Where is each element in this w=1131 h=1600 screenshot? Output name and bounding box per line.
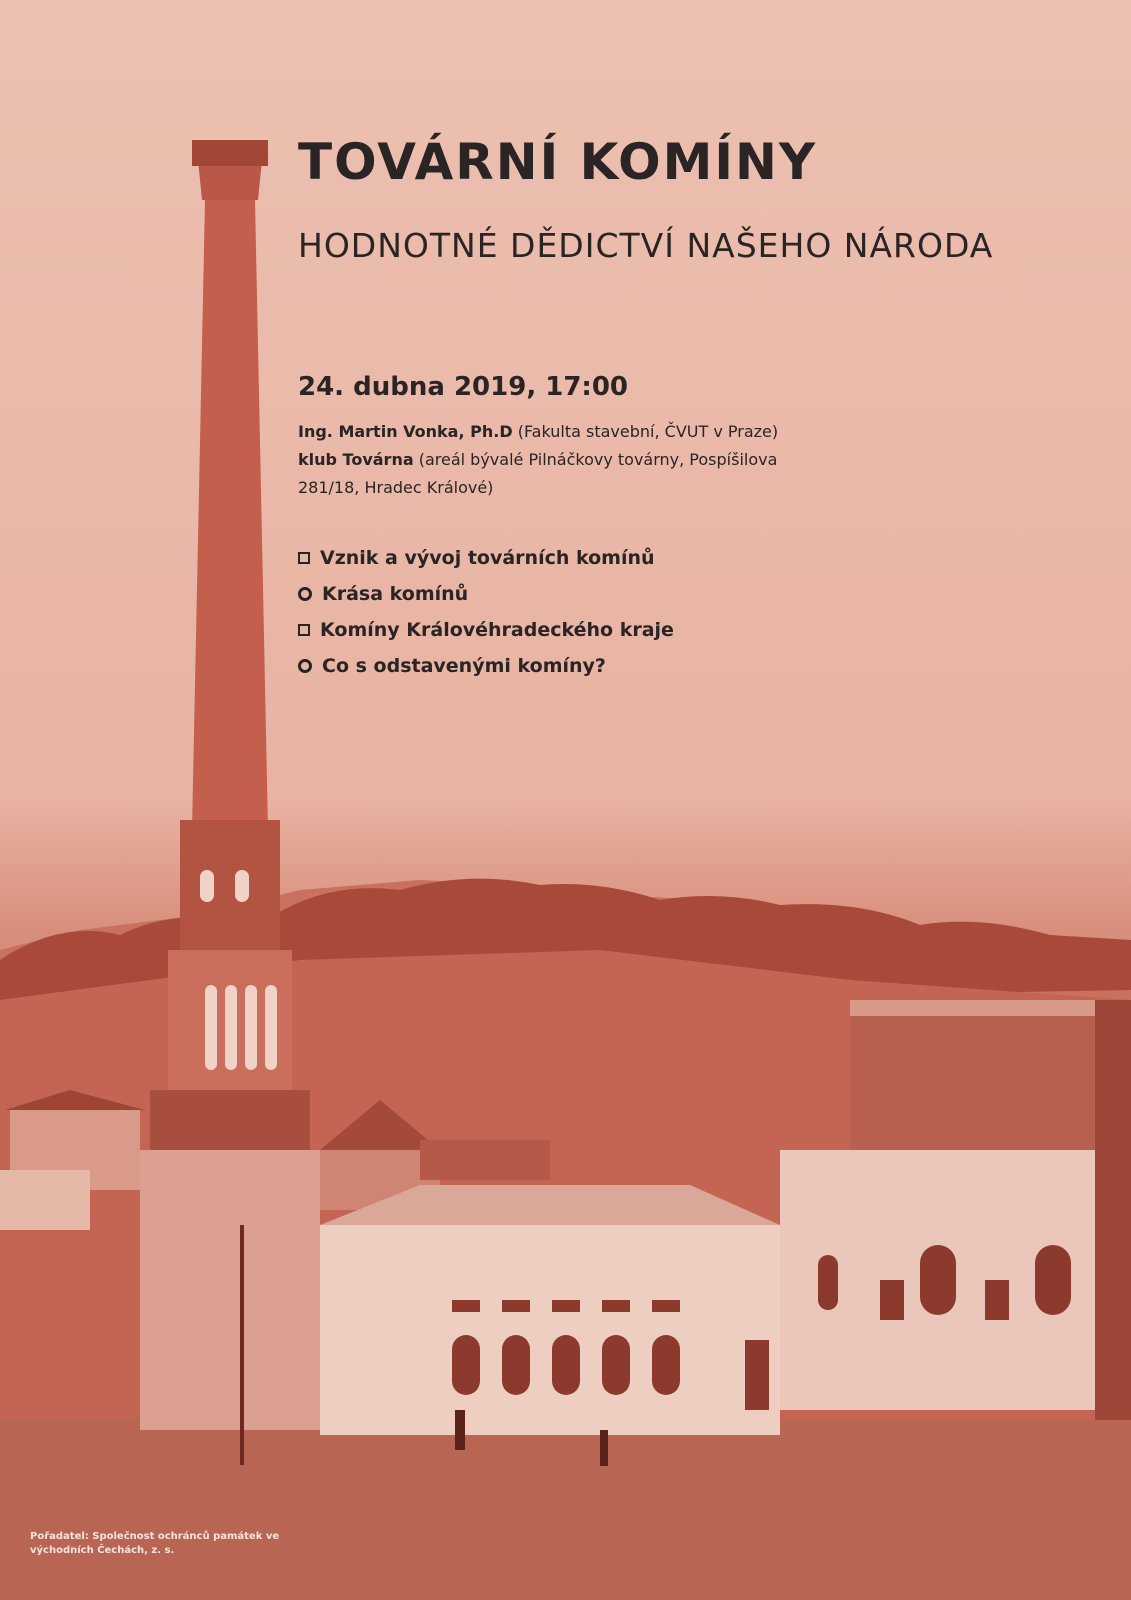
list-item <box>298 648 674 684</box>
poster-title: TOVÁRNÍ KOMÍNY <box>298 133 818 191</box>
hall <box>320 1225 780 1435</box>
topic-label: Krása komínů <box>322 583 469 605</box>
rear-cornice <box>850 1000 1131 1016</box>
list-item <box>298 612 674 648</box>
venue-line <box>298 446 838 502</box>
topic-label: Vznik a vývoj továrních komínů <box>320 547 655 569</box>
list-item <box>298 576 674 612</box>
circle-bullet-icon <box>298 659 312 673</box>
square-bullet-icon <box>298 624 310 636</box>
figure <box>600 1430 608 1466</box>
square-bullet-icon <box>298 552 310 564</box>
lamp-post <box>240 1225 244 1465</box>
event-info <box>298 418 838 502</box>
ground <box>0 1420 1131 1600</box>
left-cottage <box>0 1170 90 1230</box>
rear-building <box>850 1010 1131 1150</box>
shed <box>420 1140 550 1180</box>
topic-label: Co s odstavenými komíny? <box>322 655 606 677</box>
organizer-credit: Pořadatel: Společnost ochránců památek ve východních Čechách, z. s. <box>30 1531 280 1556</box>
list-item <box>298 540 674 576</box>
circle-bullet-icon <box>298 587 312 601</box>
venue-address: (areál bývalé Pilnáčkovy továrny, Pospíšilova 281/18, Hradec Králové) <box>298 450 778 497</box>
figure <box>455 1410 465 1450</box>
event-date: 24. dubna 2019, 17:00 <box>298 372 629 402</box>
speaker-line <box>298 418 838 446</box>
poster-subtitle: HODNOTNÉ DĚDICTVÍ NAŠEHO NÁRODA <box>298 226 994 265</box>
topic-label: Komíny Královéhradeckého kraje <box>320 619 674 641</box>
speaker-affiliation: (Fakulta stavební, ČVUT v Praze) <box>517 422 779 441</box>
chimney <box>140 140 320 1430</box>
venue-name: klub Továrna <box>298 450 414 469</box>
speaker-name: Ing. Martin Vonka, Ph.D <box>298 422 513 441</box>
topic-list <box>298 540 674 684</box>
right-wing <box>1095 1000 1131 1420</box>
